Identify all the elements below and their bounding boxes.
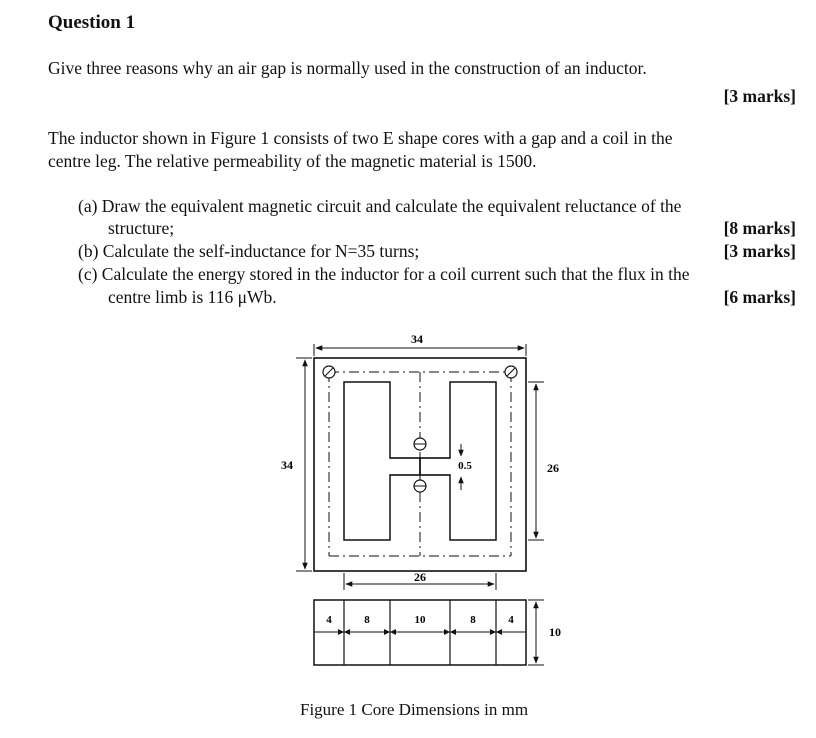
part-a-line-1: (a) Draw the equivalent magnetic circuit and calculate the equivalent reluctance of the — [78, 196, 682, 216]
top-width-label: 34 — [411, 332, 423, 346]
right-height-label: 26 — [547, 461, 559, 475]
question-heading: Question 1 — [48, 12, 136, 33]
intro-line-1: The inductor shown in Figure 1 consists of two E shape cores with a gap and a coil in the — [48, 128, 673, 148]
part-b-marks: [3 marks] — [723, 241, 796, 261]
segment-label-4: 8 — [470, 614, 476, 626]
part-b-line-1: (b) Calculate the self-inductance for N=35 turns; — [78, 241, 420, 261]
left-window — [344, 382, 420, 540]
segment-label-3: 10 — [414, 614, 426, 626]
figure-caption: Figure 1 Core Dimensions in mm — [300, 700, 529, 719]
part-a-line-2: structure; — [108, 218, 175, 238]
segment-label-1: 4 — [326, 614, 332, 626]
q1-marks: [3 marks] — [723, 86, 796, 106]
segment-label-2: 8 — [364, 614, 370, 626]
inner-width-label: 26 — [414, 570, 426, 584]
left-height-label: 34 — [281, 458, 293, 472]
q1-text: Give three reasons why an air gap is normally used in the construction of an inductor. — [48, 58, 647, 78]
gap-label: 0.5 — [458, 460, 472, 472]
intro-line-2: centre leg. The relative permeability of the magnetic material is 1500. — [48, 151, 537, 171]
segment-label-5: 4 — [508, 614, 514, 626]
part-c-marks: [6 marks] — [723, 287, 796, 307]
part-c-line-2: centre limb is 116 μWb. — [108, 287, 277, 307]
part-c-line-1: (c) Calculate the energy stored in the inductor for a coil current such that the flux in the — [78, 264, 690, 284]
bottom-height-label: 10 — [549, 625, 561, 639]
part-a-marks: [8 marks] — [723, 218, 796, 238]
